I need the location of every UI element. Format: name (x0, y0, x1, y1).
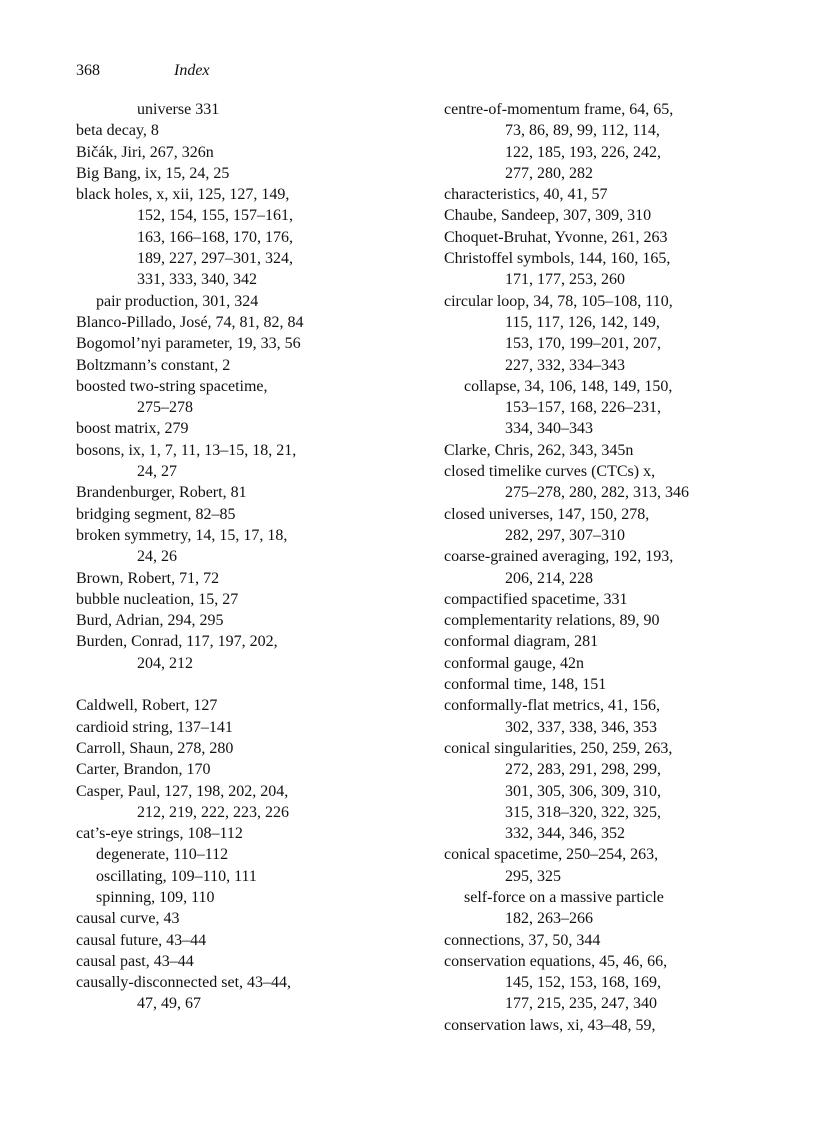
index-continuation: 275–278, 280, 282, 313, 346 (505, 484, 689, 502)
index-entry: boosted two-string spacetime, (76, 377, 268, 395)
index-entry: conformal diagram, 281 (444, 633, 599, 651)
index-entry: Big Bang, ix, 15, 24, 25 (76, 164, 230, 182)
page-number: 368 (76, 62, 100, 79)
index-continuation: 171, 177, 253, 260 (505, 271, 625, 289)
index-entry: Burden, Conrad, 117, 197, 202, (76, 633, 278, 651)
index-entry: Casper, Paul, 127, 198, 202, 204, (76, 782, 289, 800)
index-entry: Burd, Adrian, 294, 295 (76, 612, 224, 630)
index-entry: Christoffel symbols, 144, 160, 165, (444, 250, 671, 268)
index-continuation: universe 331 (137, 101, 220, 118)
index-continuation: 24, 26 (137, 548, 177, 566)
index-entry: Carter, Brandon, 170 (76, 761, 211, 779)
index-continuation: 277, 280, 282 (505, 164, 593, 182)
index-subentry: oscillating, 109–110, 111 (96, 867, 257, 885)
index-entry: causal past, 43–44 (76, 952, 194, 970)
index-continuation: 332, 344, 346, 352 (505, 825, 625, 843)
index-entry: bosons, ix, 1, 7, 11, 13–15, 18, 21, (76, 441, 297, 459)
index-continuation: 153–157, 168, 226–231, (505, 399, 661, 417)
index-entry: causal curve, 43 (76, 910, 180, 928)
index-entry: broken symmetry, 14, 15, 17, 18, (76, 526, 288, 544)
index-continuation: 152, 154, 155, 157–161, (137, 207, 293, 225)
index-entry: closed timelike curves (CTCs) x, (444, 463, 656, 481)
index-continuation: 302, 337, 338, 346, 353 (505, 718, 657, 736)
index-entry: Brandenburger, Robert, 81 (76, 484, 247, 502)
index-entry: cardioid string, 137–141 (76, 718, 233, 736)
index-continuation: 47, 49, 67 (137, 995, 201, 1013)
index-entry: causally-disconnected set, 43–44, (76, 974, 292, 992)
index-continuation: 24, 27 (137, 463, 177, 481)
index-continuation: 227, 332, 334–343 (505, 356, 625, 374)
index-entry: conservation laws, xi, 43–48, 59, (444, 1016, 656, 1034)
index-continuation: 315, 318–320, 322, 325, (505, 803, 661, 821)
index-entry: characteristics, 40, 41, 57 (444, 186, 608, 204)
index-continuation: 295, 325 (505, 867, 561, 885)
index-entry: complementarity relations, 89, 90 (444, 612, 660, 630)
index-continuation: 182, 263–266 (505, 910, 593, 928)
index-entry: compactified spacetime, 331 (444, 590, 628, 608)
index-continuation: 272, 283, 291, 298, 299, (505, 761, 661, 779)
index-entry: Bogomol’nyi parameter, 19, 33, 56 (76, 335, 301, 353)
index-entry: Caldwell, Robert, 127 (76, 697, 218, 715)
index-continuation: 301, 305, 306, 309, 310, (505, 782, 661, 800)
index-subentry: pair production, 301, 324 (96, 292, 259, 310)
index-continuation: 275–278 (137, 399, 193, 417)
index-subentry: self-force on a massive particle (464, 888, 664, 906)
index-subentry: spinning, 109, 110 (96, 888, 215, 906)
index-continuation: 73, 86, 89, 99, 112, 114, (505, 122, 660, 140)
index-column-right (444, 99, 784, 1036)
index-subentry: degenerate, 110–112 (96, 846, 229, 864)
running-title: Index (174, 62, 210, 79)
index-entry: black holes, x, xii, 125, 127, 149, (76, 186, 290, 204)
index-entry: causal future, 43–44 (76, 931, 207, 949)
index-subentry: collapse, 34, 106, 148, 149, 150, (464, 377, 673, 395)
index-entry: Clarke, Chris, 262, 343, 345n (444, 441, 634, 459)
index-entry: Bičák, Jiri, 267, 326n (76, 143, 214, 161)
index-entry: conical spacetime, 250–254, 263, (444, 846, 659, 864)
index-entry: beta decay, 8 (76, 122, 159, 140)
index-entry: conformal gauge, 42n (444, 654, 584, 672)
index-entry: bubble nucleation, 15, 27 (76, 590, 239, 608)
index-entry: Carroll, Shaun, 278, 280 (76, 739, 234, 757)
index-entry: conservation equations, 45, 46, 66, (444, 952, 668, 970)
index-continuation: 282, 297, 307–310 (505, 526, 625, 544)
index-continuation: 163, 166–168, 170, 176, (137, 228, 293, 246)
index-entry: Blanco-Pillado, José, 74, 81, 82, 84 (76, 313, 304, 331)
index-entry: conformal time, 148, 151 (444, 676, 607, 694)
index-entry: closed universes, 147, 150, 278, (444, 505, 650, 523)
index-entry: circular loop, 34, 78, 105–108, 110, (444, 292, 673, 310)
index-continuation: 206, 214, 228 (505, 569, 593, 587)
index-entry: Chaube, Sandeep, 307, 309, 310 (444, 207, 652, 225)
index-continuation: 331, 333, 340, 342 (137, 271, 257, 289)
index-entry: connections, 37, 50, 344 (444, 931, 601, 949)
index-continuation: 189, 227, 297–301, 324, (137, 250, 293, 268)
index-entry: boost matrix, 279 (76, 420, 189, 438)
index-entry: cat’s-eye strings, 108–112 (76, 825, 243, 843)
index-entry: Boltzmann’s constant, 2 (76, 356, 231, 374)
index-entry: centre-of-momentum frame, 64, 65, (444, 101, 674, 118)
index-continuation: 122, 185, 193, 226, 242, (505, 143, 661, 161)
index-continuation: 204, 212 (137, 654, 193, 672)
index-entry: coarse-grained averaging, 192, 193, (444, 548, 674, 566)
index-continuation: 177, 215, 235, 247, 340 (505, 995, 657, 1013)
index-continuation: 212, 219, 222, 223, 226 (137, 803, 289, 821)
index-continuation: 145, 152, 153, 168, 169, (505, 974, 661, 992)
index-entry: conical singularities, 250, 259, 263, (444, 739, 673, 757)
index-entry: conformally-flat metrics, 41, 156, (444, 697, 660, 715)
index-continuation: 115, 117, 126, 142, 149, (505, 313, 660, 331)
index-continuation: 334, 340–343 (505, 420, 593, 438)
index-entry: Choquet-Bruhat, Yvonne, 261, 263 (444, 228, 668, 246)
page-header (76, 62, 210, 80)
section-gap (76, 674, 406, 695)
index-entry: Brown, Robert, 71, 72 (76, 569, 220, 587)
index-column-left (76, 99, 406, 1015)
index-entry: bridging segment, 82–85 (76, 505, 236, 523)
index-continuation: 153, 170, 199–201, 207, (505, 335, 661, 353)
